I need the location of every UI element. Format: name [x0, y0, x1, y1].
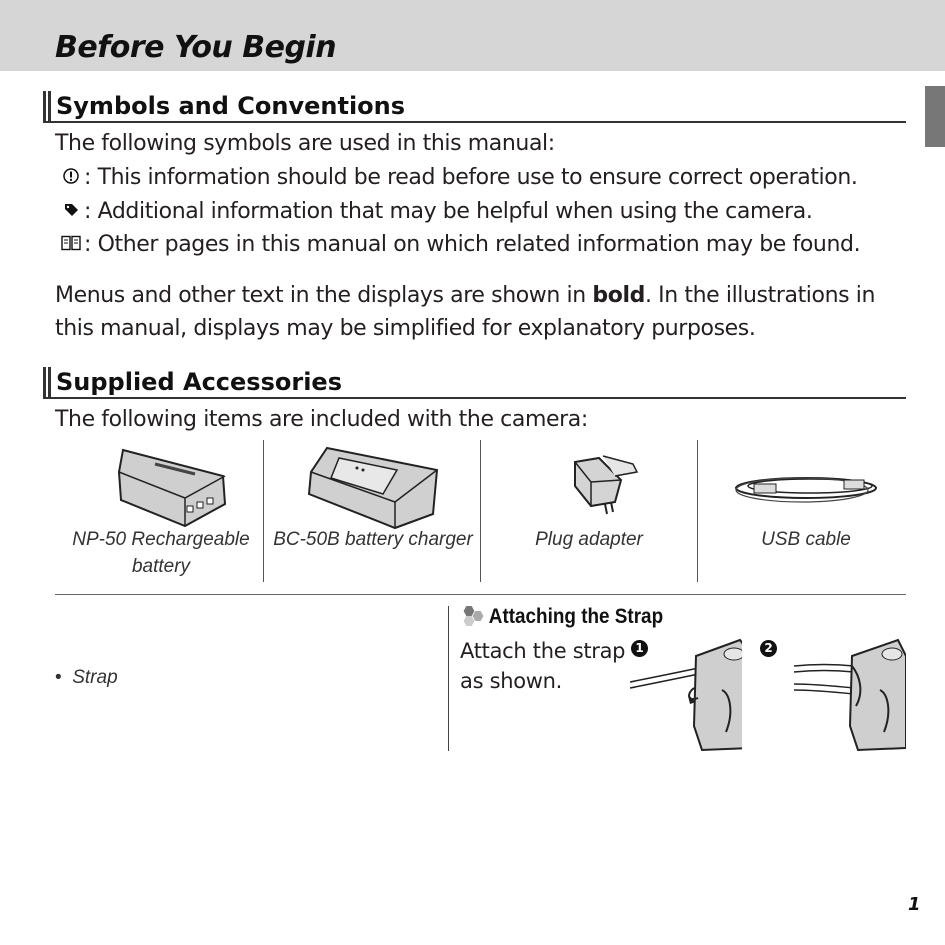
strap-step-1-illustration [630, 636, 742, 754]
symbol-row-caution [58, 163, 857, 193]
symbol-row-book [58, 230, 860, 260]
tip-heading-text: Attaching the Strap [488, 605, 664, 628]
accessory-caption: BC-50B battery charger [273, 529, 473, 550]
accessory-usb-cable [700, 440, 912, 582]
accessories-grid [55, 440, 906, 582]
caution-icon [58, 163, 84, 193]
strap-step-2-illustration [794, 636, 906, 754]
paragraph-text-1: Menus and other text in the displays are shown in [55, 283, 593, 308]
step-number-1: 1 [631, 640, 648, 657]
accessory-charger [267, 440, 479, 582]
symbol-row-note [58, 197, 812, 227]
page-number: 1 [908, 894, 921, 915]
step-number-2: 2 [760, 640, 777, 657]
accessory-plug-adapter [483, 440, 695, 582]
section-heading-text: Supplied Accessories [56, 368, 342, 396]
tip-body: Attach the strap as shown. [460, 639, 626, 693]
accessory-caption: USB cable [761, 529, 851, 550]
plug-adapter-illustration [503, 444, 675, 530]
grid-divider [263, 440, 264, 582]
section-divider [55, 594, 906, 595]
section-heading-accessories [43, 367, 906, 399]
symbols-intro: The following symbols are used in this manual: [55, 131, 555, 156]
title-banner [0, 0, 945, 71]
grid-divider [480, 440, 481, 582]
heading-marker [43, 367, 51, 397]
column-divider [448, 606, 449, 751]
bullet-text: Strap [72, 667, 118, 688]
note-icon [58, 197, 84, 227]
symbol-book-text: : Other pages in this manual on which related information may be found. [84, 232, 861, 257]
accessory-caption: Plug adapter [535, 529, 643, 550]
bold-example: bold [592, 283, 645, 308]
section-heading-text: Symbols and Conventions [56, 92, 406, 120]
paragraph-text-2: . In the illustrations in this manual, displays may be simplified for explanatory purposes. [55, 283, 876, 341]
grid-divider [697, 440, 698, 582]
accessories-intro: The following items are included with the camera: [55, 407, 588, 432]
conventions-paragraph [55, 279, 915, 345]
heading-marker [43, 91, 51, 121]
section-heading-symbols [43, 91, 906, 123]
chapter-tab [925, 86, 945, 147]
book-icon [58, 230, 84, 260]
accessory-battery [55, 440, 267, 582]
symbol-caution-text: : This information should be read before use to ensure correct operation. [84, 165, 858, 190]
usb-cable-illustration [720, 444, 892, 530]
bullet-item-strap [55, 667, 118, 689]
symbol-note-text: : Additional information that may be helpful when using the camera. [84, 199, 813, 224]
page-title: Before You Begin [55, 30, 337, 65]
tip-heading [460, 605, 663, 629]
charger-illustration [287, 444, 459, 530]
bullet-icon: • [55, 667, 73, 688]
tip-icon [460, 605, 485, 627]
accessory-caption: NP-50 Rechargeable battery [72, 529, 250, 577]
battery-illustration [75, 444, 247, 530]
